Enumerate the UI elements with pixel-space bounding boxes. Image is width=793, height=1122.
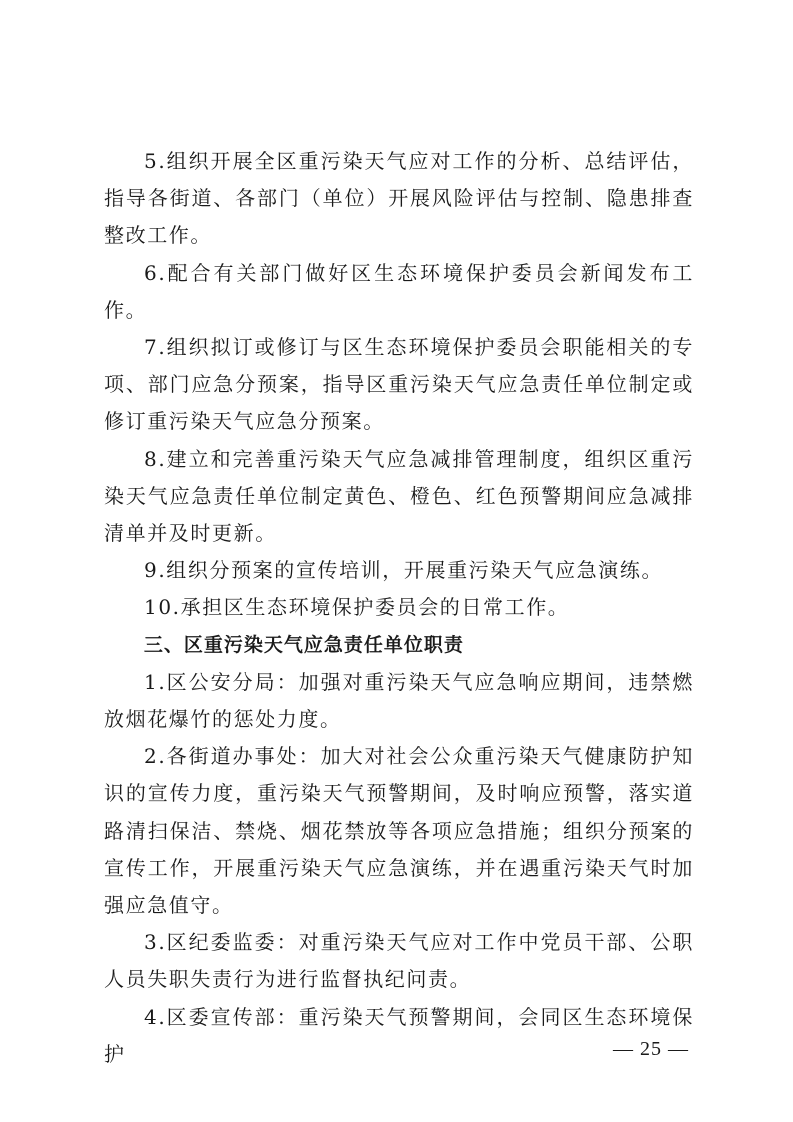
- paragraph-item-8: 8.建立和完善重污染天气应急减排管理制度，组织区重污染天气应急责任单位制定黄色、橙色、红色预警期间应急减排清单并及时更新。: [104, 446, 694, 546]
- paragraph-item-9: 9.组织分预案的宣传培训，开展重污染天气应急演练。: [144, 558, 664, 583]
- paragraph-item-6: 6.配合有关部门做好区生态环境保护委员会新闻发布工作。: [104, 260, 694, 322]
- page-number: — 25 —: [613, 1038, 689, 1060]
- paragraph-item-7: 7.组织拟订或修订与区生态环境保护委员会职能相关的专项、部门应急分预案，指导区重污染天气应急责任单位制定或修订重污染天气应急分预案。: [104, 335, 694, 434]
- section-heading: 三、区重污染天气应急责任单位职责: [143, 633, 464, 656]
- paragraph-discipline-commission: 3.区纪委监委：对重污染天气应对工作中党员干部、公职人员失职失责行为进行监督执纪问责。: [104, 930, 694, 992]
- paragraph-police-bureau: 1.区公安分局：加强对重污染天气应急响应期间，违禁燃放烟花爆竹的惩处力度。: [104, 669, 694, 732]
- document-body: [104, 143, 694, 1073]
- paragraph-publicity-department: 4.区委宣传部：重污染天气预警期间，会同区生态环境保护: [104, 1004, 694, 1066]
- paragraph-item-10: 10.承担区生态环境保护委员会的日常工作。: [144, 595, 570, 620]
- paragraph-item-5: 5.组织开展全区重污染天气应对工作的分析、总结评估，指导各街道、各部门（单位）开展风险评估与控制、隐患排查整改工作。: [104, 149, 694, 248]
- paragraph-street-offices: 2.各街道办事处：加大对社会公众重污染天气健康防护知识的宣传力度，重污染天气预警期间，及时响应预警，落实道路清扫保洁、禁烧、烟花禁放等各项应急措施；组织分预案的宣传工作，开展重污染天气应急演练，并在遇重污染天气时加强应急值守。: [104, 744, 694, 918]
